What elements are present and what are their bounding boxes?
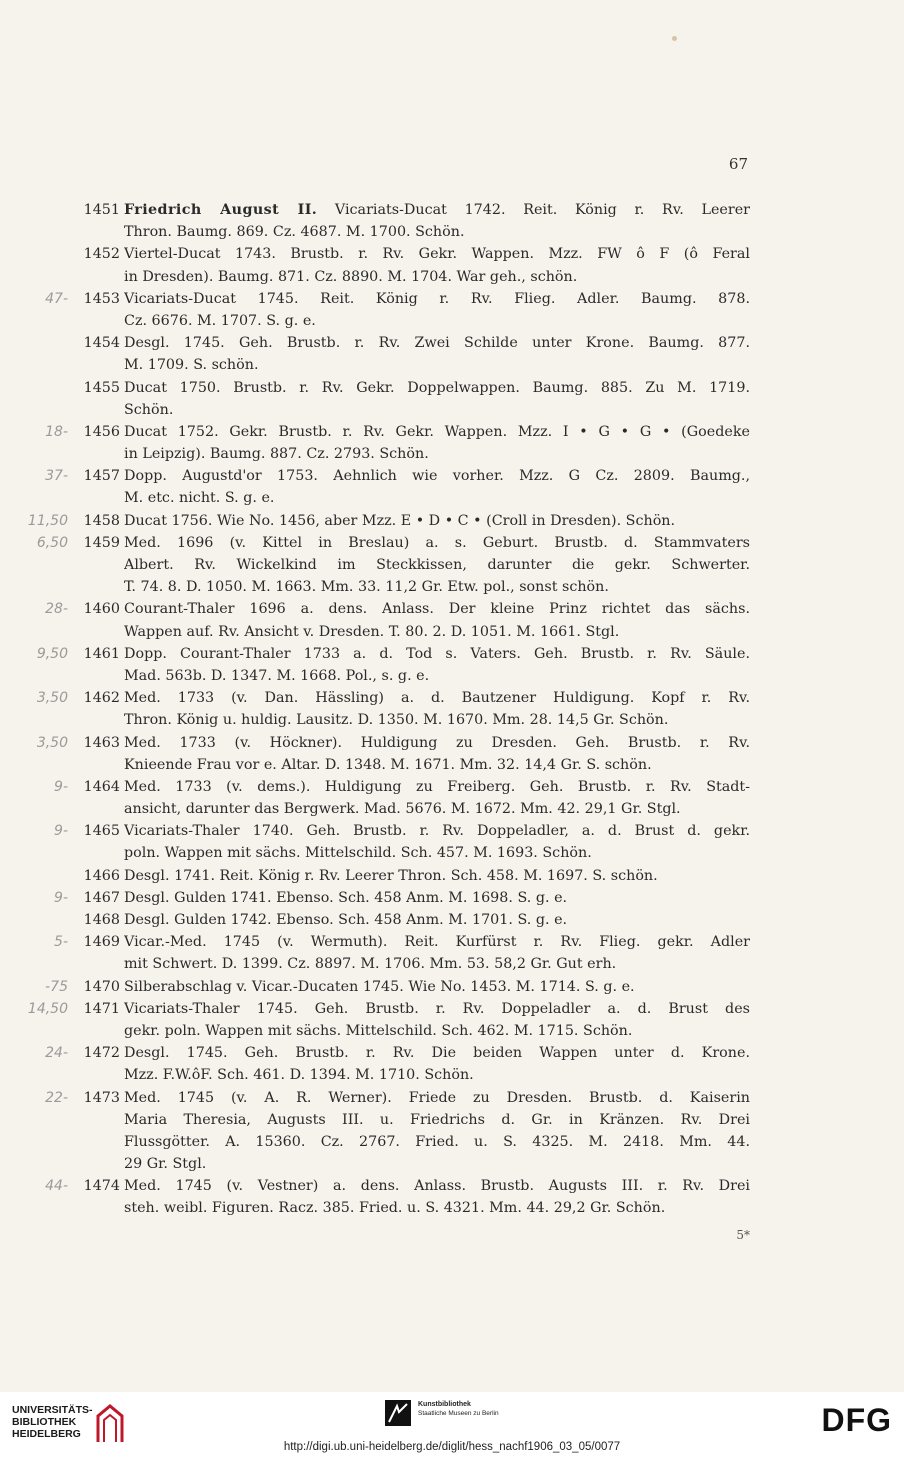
lot-number: 1466 — [83, 867, 120, 884]
entry-line — [0, 754, 904, 776]
entry-line — [0, 421, 904, 443]
entry-text: steh. weibl. Figuren. Racz. 385. Fried. u. S. 4321. Mm. 44. 29,2 Gr. Schön. — [124, 1200, 666, 1217]
entry-text: Cz. 6676. M. 1707. S. g. e. — [124, 312, 316, 329]
entry-line — [0, 199, 904, 221]
handwritten-price-note: 3,50 — [36, 690, 68, 707]
entry-line — [0, 887, 904, 909]
entry-line — [0, 842, 904, 864]
lot-number: 1471 — [83, 1000, 120, 1017]
entry-line — [0, 243, 904, 265]
entry-text: Mad. 563b. D. 1347. M. 1668. Pol., s. g. e. — [124, 667, 430, 684]
entry-text — [124, 199, 750, 221]
catalog-entry — [0, 931, 904, 975]
kunstbibliothek-text — [418, 1400, 558, 1418]
entry-line — [0, 687, 904, 709]
kb-title: Kunstbibliothek — [418, 1401, 471, 1408]
catalog-entry — [0, 1087, 904, 1176]
catalog-entry — [0, 243, 904, 287]
catalog-entry — [0, 598, 904, 642]
handwritten-price-note: 9- — [54, 778, 68, 795]
lot-number: 1470 — [83, 978, 120, 995]
entry-line — [0, 665, 904, 687]
entry-text: poln. Wappen mit sächs. Mittelschild. Sch. 457. M. 1693. Schön. — [124, 845, 592, 862]
permalink-url[interactable]: http://digi.ub.uni-heidelberg.de/diglit/hess_nachf1906_03_05/0077 — [283, 1441, 621, 1453]
entry-line — [0, 709, 904, 731]
entry-text: Schön. — [124, 401, 174, 418]
entry-line — [0, 865, 904, 887]
entry-line — [0, 643, 904, 665]
entry-line — [0, 332, 904, 354]
entry-line — [0, 354, 904, 376]
handwritten-price-note: -75 — [45, 978, 68, 995]
entry-text: Ducat 1756. Wie No. 1456, aber Mzz. E • D • C • (Croll in Dresden). Schön. — [124, 512, 676, 529]
uni-line-1: UNIVERSITÄTS- — [12, 1404, 93, 1416]
signature-mark: 5* — [736, 1228, 750, 1242]
entry-text: Thron. König u. huldig. Lausitz. D. 1350. M. 1670. Mm. 28. 14,5 Gr. Schön. — [124, 712, 669, 729]
handwritten-price-note: 44- — [45, 1178, 68, 1195]
entry-text: Wappen auf. Rv. Ansicht v. Dresden. T. 80. 2. D. 1051. M. 1661. Stgl. — [124, 623, 620, 640]
catalog-entry — [0, 687, 904, 731]
entry-line — [0, 510, 904, 532]
lot-number: 1467 — [83, 889, 120, 906]
entry-line — [0, 377, 904, 399]
entry-text: M. 1709. S. schön. — [124, 357, 259, 374]
catalog-entry — [0, 643, 904, 687]
handwritten-price-note: 3,50 — [36, 734, 68, 751]
catalog-entry — [0, 510, 904, 532]
paper-stain — [672, 36, 677, 41]
catalog-entry — [0, 998, 904, 1042]
entry-text: Ducat 1752. Gekr. Brustb. r. Rv. Gekr. Wappen. Mzz. I • G • G • (Goedeke — [124, 423, 750, 440]
handwritten-price-note: 9,50 — [36, 645, 68, 662]
catalog-entry — [0, 909, 904, 931]
lot-number: 1474 — [83, 1178, 120, 1195]
catalog-entry — [0, 377, 904, 421]
entry-text: Desgl. Gulden 1742. Ebenso. Sch. 458 Anm. M. 1701. S. g. e. — [124, 912, 568, 928]
entry-text: Desgl. 1745. Geh. Brustb. r. Rv. Zwei Schilde unter Krone. Baumg. 877. — [124, 335, 750, 352]
entry-text: in Dresden). Baumg. 871. Cz. 8890. M. 1704. War geh., schön. — [124, 268, 578, 285]
entry-line — [0, 953, 904, 975]
entry-text: Ducat 1750. Brustb. r. Rv. Gekr. Doppelwappen. Baumg. 885. Zu M. 1719. — [124, 379, 750, 396]
entry-text: Vicar.-Med. 1745 (v. Wermuth). Reit. Kurfürst r. Rv. Flieg. gekr. Adler — [124, 934, 750, 951]
lot-number: 1455 — [83, 379, 120, 396]
catalog-entry — [0, 465, 904, 509]
lot-number: 1453 — [83, 290, 120, 307]
catalog-entry — [0, 1042, 904, 1086]
entry-text: Dopp. Courant-Thaler 1733 a. d. Tod s. Vaters. Geh. Brustb. r. Rv. Säule. — [124, 645, 750, 662]
entry-text: Med. 1733 (v. Höckner). Huldigung zu Dresden. Geh. Brustb. r. Rv. — [124, 734, 750, 751]
entry-line — [0, 288, 904, 310]
entry-line — [0, 465, 904, 487]
entry-line — [0, 1064, 904, 1086]
lot-number: 1468 — [83, 912, 120, 928]
handwritten-price-note: 5- — [54, 934, 68, 951]
university-library-text — [12, 1404, 92, 1440]
entry-text: ansicht, darunter das Bergwerk. Mad. 5676. M. 1672. Mm. 42. 29,1 Gr. Stgl. — [124, 801, 681, 818]
entry-text: Med. 1745 (v. Vestner) a. dens. Anlass. Brustb. Augusts III. r. Rv. Drei — [124, 1178, 750, 1195]
lot-number: 1472 — [83, 1045, 120, 1062]
catalog-entry — [0, 976, 904, 998]
entry-line — [0, 732, 904, 754]
handwritten-price-note: 9- — [54, 823, 68, 840]
entry-line — [0, 487, 904, 509]
handwritten-price-note: 24- — [45, 1045, 68, 1062]
entry-text: Viertel-Ducat 1743. Brustb. r. Rv. Gekr. Wappen. Mzz. FW ô F (ô Feral — [124, 246, 750, 263]
entry-text: mit Schwert. D. 1399. Cz. 8897. M. 1706. Mm. 53. 58,2 Gr. Gut erh. — [124, 956, 617, 973]
entry-text: gekr. poln. Wappen mit sächs. Mittelschild. Sch. 462. M. 1715. Schön. — [124, 1022, 633, 1039]
entry-line — [0, 998, 904, 1020]
lot-number: 1460 — [83, 601, 120, 618]
lot-number: 1459 — [83, 534, 120, 551]
catalog-entry — [0, 1175, 904, 1219]
catalog-entry — [0, 820, 904, 864]
handwritten-price-note: 9- — [54, 889, 68, 906]
entry-line — [0, 532, 904, 554]
entry-line — [0, 1153, 904, 1175]
entry-text: Thron. Baumg. 869. Cz. 4687. M. 1700. Schön. — [124, 224, 465, 241]
entry-text: Desgl. 1745. Geh. Brustb. r. Rv. Die beiden Wappen unter d. Krone. — [124, 1045, 750, 1062]
entry-text: Med. 1696 (v. Kittel in Breslau) a. s. Geburt. Brustb. d. Stammvaters — [124, 534, 750, 551]
page-number: 67 — [728, 155, 748, 173]
handwritten-price-note: 11,50 — [27, 512, 68, 529]
entry-line — [0, 554, 904, 576]
catalog-entry — [0, 288, 904, 332]
entry-line — [0, 443, 904, 465]
dfg-logo[interactable]: DFG — [821, 1402, 892, 1438]
kb-subtitle: Staatliche Museen zu Berlin — [418, 1410, 499, 1417]
entry-text: Med. 1733 (v. Dan. Hässling) a. d. Bautzener Huldigung. Kopf r. Rv. — [124, 690, 750, 707]
handwritten-price-note: 37- — [45, 468, 68, 485]
entry-text: Desgl. Gulden 1741. Ebenso. Sch. 458 Anm. M. 1698. S. g. e. — [124, 889, 568, 906]
ruler-name: Friedrich August II. — [124, 202, 318, 218]
entry-line — [0, 1020, 904, 1042]
entry-line — [0, 820, 904, 842]
entry-line — [0, 931, 904, 953]
entry-line — [0, 1087, 904, 1109]
entry-line — [0, 776, 904, 798]
entry-line — [0, 798, 904, 820]
entry-line — [0, 221, 904, 243]
handwritten-price-note: 6,50 — [36, 534, 68, 551]
handwritten-price-note: 47- — [45, 290, 68, 307]
lot-number: 1451 — [83, 202, 120, 218]
catalog-entry — [0, 421, 904, 465]
entry-text: T. 74. 8. D. 1050. M. 1663. Mm. 33. 11,2 Gr. Etw. pol., sonst schön. — [124, 579, 609, 596]
entry-text: 29 Gr. Stgl. — [124, 1156, 207, 1173]
catalog-entry — [0, 532, 904, 599]
entry-line — [0, 399, 904, 421]
entry-line — [0, 1197, 904, 1219]
handwritten-price-note: 28- — [45, 601, 68, 618]
catalog-entry — [0, 887, 904, 909]
entry-text: M. etc. nicht. S. g. e. — [124, 490, 275, 507]
entry-line — [0, 576, 904, 598]
entry-text: Med. 1733 (v. dems.). Huldigung zu Freiberg. Geh. Brustb. r. Rv. Stadt- — [124, 778, 750, 795]
handwritten-price-note: 22- — [45, 1089, 68, 1106]
entry-text: Med. 1745 (v. A. R. Werner). Friede zu Dresden. Brustb. d. Kaiserin — [124, 1089, 750, 1106]
lot-number: 1456 — [83, 423, 120, 440]
entry-text: Flussgötter. A. 15360. Cz. 2767. Fried. u. S. 4325. M. 2418. Mm. 44. — [124, 1133, 750, 1150]
entry-line — [0, 621, 904, 643]
entry-text: Vicariats-Thaler 1745. Geh. Brustb. r. Rv. Doppeladler a. d. Brust des — [124, 1000, 750, 1017]
lot-number: 1464 — [83, 778, 120, 795]
entry-text: Courant-Thaler 1696 a. dens. Anlass. Der kleine Prinz richtet das sächs. — [124, 601, 750, 618]
lot-number: 1463 — [83, 734, 120, 751]
uni-line-2: BIBLIOTHEK — [12, 1416, 77, 1428]
entry-text: Mzz. F.W.ôF. Sch. 461. D. 1394. M. 1710. Schön. — [124, 1067, 474, 1084]
entry-text: Dopp. Augustd'or 1753. Aehnlich wie vorher. Mzz. G Cz. 2809. Baumg., — [124, 468, 750, 485]
handwritten-price-note: 18- — [45, 423, 68, 440]
handwritten-price-note: 14,50 — [27, 1000, 68, 1017]
entry-line — [0, 266, 904, 288]
entry-line — [0, 1131, 904, 1153]
lot-number: 1473 — [83, 1089, 120, 1106]
entry-text: in Leipzig). Baumg. 887. Cz. 2793. Schön. — [124, 446, 429, 463]
lot-number: 1465 — [83, 823, 120, 840]
lot-number: 1454 — [83, 335, 120, 352]
entry-text: Vicariats-Thaler 1740. Geh. Brustb. r. Rv. Doppeladler, a. d. Brust d. gekr. — [124, 823, 750, 840]
catalog-entries — [0, 199, 904, 1220]
entry-line — [0, 1175, 904, 1197]
entry-text: Knieende Frau vor e. Altar. D. 1348. M. 1671. Mm. 32. 14,4 Gr. S. schön. — [124, 756, 652, 773]
entry-text: Albert. Rv. Wickelkind im Steckkissen, darunter die gekr. Schwerter. — [124, 557, 750, 573]
lot-number: 1469 — [83, 934, 120, 951]
university-mark-icon — [94, 1404, 126, 1444]
entry-text: Silberabschlag v. Vicar.-Ducaten 1745. Wie No. 1453. M. 1714. S. g. e. — [124, 978, 635, 995]
entry-text-rest: Vicariats-Ducat 1742. Reit. König r. Rv. Leerer — [317, 202, 750, 218]
entry-line — [0, 976, 904, 998]
entry-text: Maria Theresia, Augusts III. u. Friedrichs d. Gr. in Kränzen. Rv. Drei — [124, 1111, 750, 1128]
lot-number: 1461 — [83, 645, 120, 662]
lot-number: 1452 — [83, 246, 120, 263]
kunstbibliothek-logo-icon[interactable] — [385, 1400, 411, 1426]
catalog-entry — [0, 865, 904, 887]
catalog-entry — [0, 732, 904, 776]
entry-line — [0, 598, 904, 620]
entry-line — [0, 909, 904, 931]
entry-line — [0, 1109, 904, 1131]
catalog-entry — [0, 332, 904, 376]
catalog-entry — [0, 199, 904, 243]
footer-bar — [0, 1392, 904, 1458]
lot-number: 1458 — [83, 512, 120, 529]
entry-text: Desgl. 1741. Reit. König r. Rv. Leerer Thron. Sch. 458. M. 1697. S. schön. — [124, 867, 658, 884]
catalog-entry — [0, 776, 904, 820]
entry-text: Vicariats-Ducat 1745. Reit. König r. Rv. Flieg. Adler. Baumg. 878. — [124, 290, 750, 307]
entry-line — [0, 310, 904, 332]
lot-number: 1457 — [83, 468, 120, 485]
uni-line-3: HEIDELBERG — [12, 1428, 81, 1440]
lot-number: 1462 — [83, 690, 120, 707]
entry-line — [0, 1042, 904, 1064]
